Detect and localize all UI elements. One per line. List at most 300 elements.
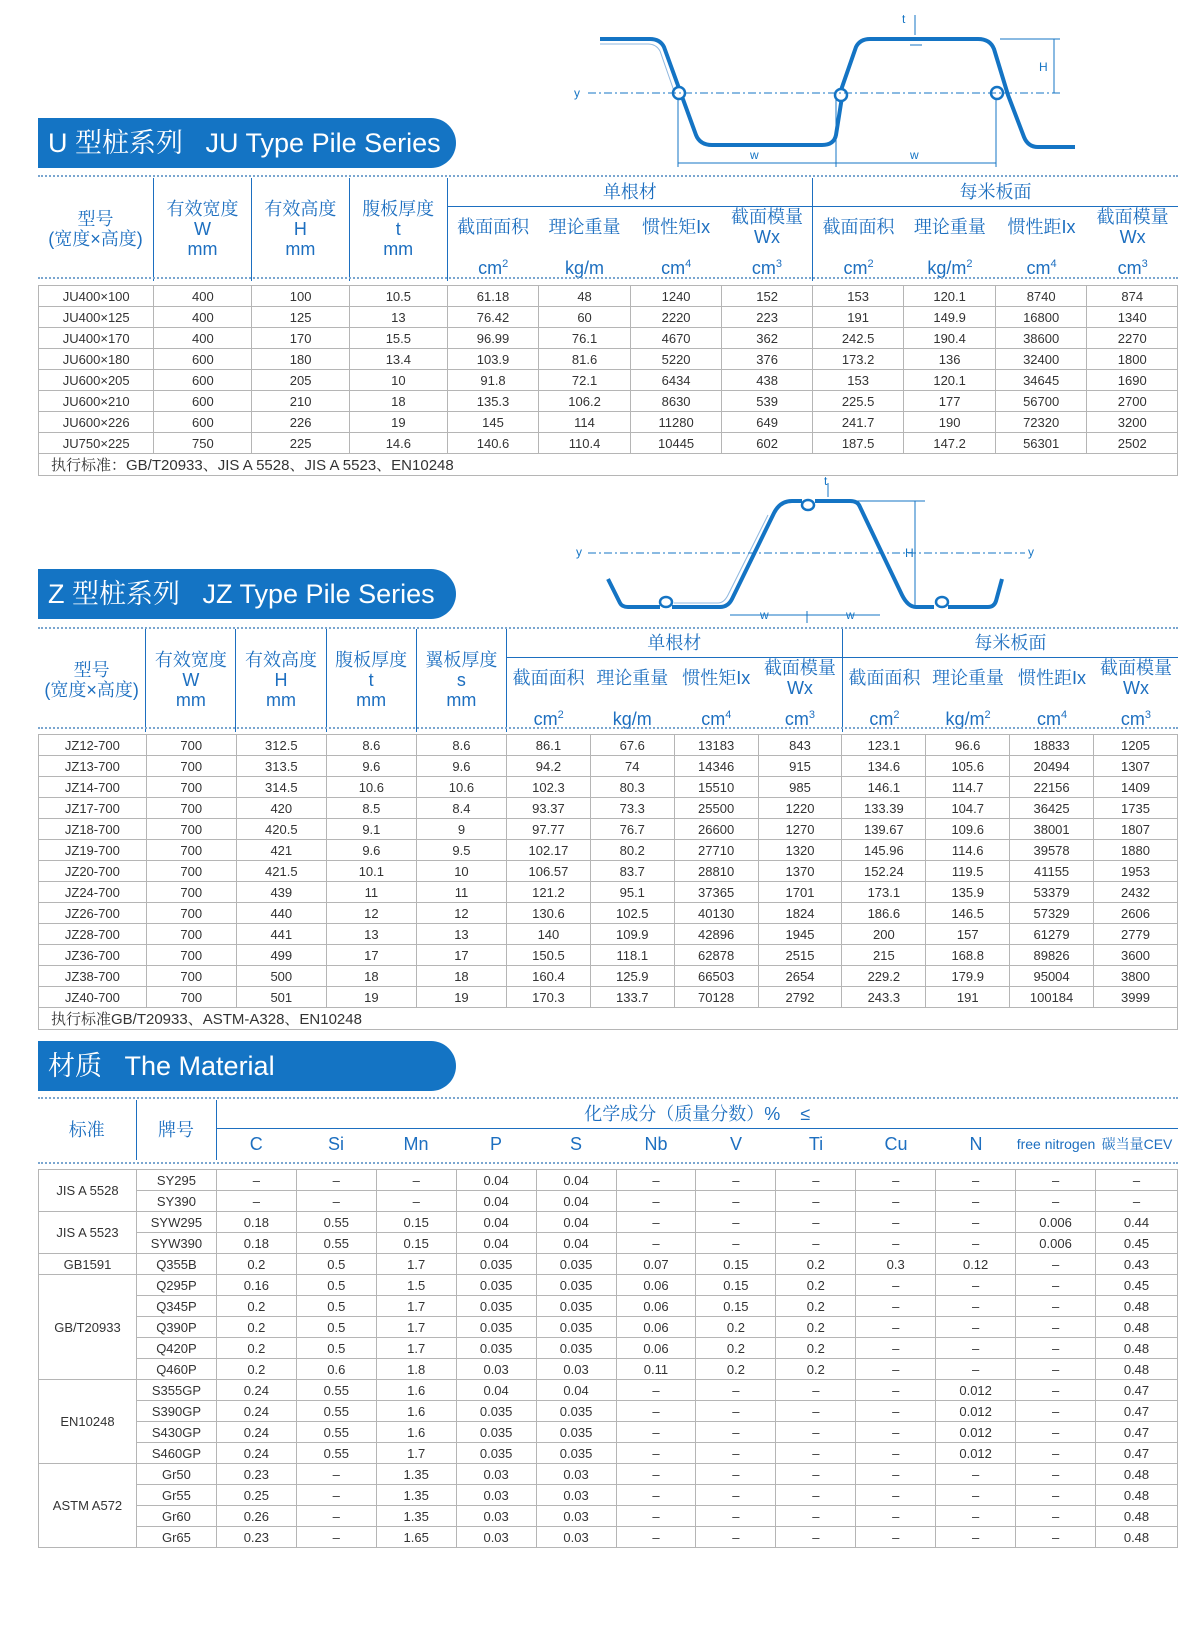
material-element-header: Nb <box>644 1134 668 1155</box>
table-row <box>39 1464 1178 1485</box>
table-cell: 140.6 <box>447 433 539 454</box>
table-cell: – <box>1016 1317 1096 1338</box>
table-cell: Q460P <box>136 1359 216 1380</box>
table-cell: – <box>696 1212 776 1233</box>
table-cell: 985 <box>758 777 842 798</box>
table-cell: 114 <box>539 412 631 433</box>
table-cell: 0.07 <box>616 1254 696 1275</box>
table-cell: 1320 <box>758 840 842 861</box>
table-cell: – <box>776 1443 856 1464</box>
table-cell: 0.2 <box>216 1317 296 1338</box>
table-cell: 180 <box>252 349 350 370</box>
ju-col-web: 腹板厚度 t mm <box>349 178 447 281</box>
material-section-banner <box>38 1041 456 1091</box>
table-cell: – <box>936 1464 1016 1485</box>
table-row <box>39 1359 1178 1380</box>
table-cell: 0.55 <box>296 1422 376 1443</box>
table-cell: S390GP <box>136 1401 216 1422</box>
table-cell: 119.5 <box>926 861 1010 882</box>
table-cell: 135.3 <box>447 391 539 412</box>
table-cell: – <box>1096 1191 1178 1212</box>
table-cell: 96.6 <box>926 735 1010 756</box>
table-cell: 190 <box>904 412 996 433</box>
table-cell: 314.5 <box>236 777 326 798</box>
jz-t-label: t <box>824 475 828 488</box>
material-standard-cell: JIS A 5528 <box>39 1170 137 1212</box>
table-cell: 600 <box>154 391 252 412</box>
material-element-header: 碳当量CEV <box>1101 1136 1173 1153</box>
table-cell: 0.15 <box>696 1275 776 1296</box>
table-cell: 0.06 <box>616 1296 696 1317</box>
table-cell: JZ17-700 <box>39 798 147 819</box>
table-cell: 0.035 <box>536 1317 616 1338</box>
table-cell: 0.04 <box>536 1380 616 1401</box>
ju-t-label: t <box>902 12 906 26</box>
table-cell: 2606 <box>1094 903 1178 924</box>
table-cell: 0.035 <box>536 1401 616 1422</box>
table-cell: 186.6 <box>842 903 926 924</box>
table-cell: 1270 <box>758 819 842 840</box>
table-cell: – <box>776 1170 856 1191</box>
table-cell: S430GP <box>136 1422 216 1443</box>
table-cell: 1.7 <box>376 1443 456 1464</box>
table-row <box>39 1233 1178 1254</box>
table-cell: 0.15 <box>696 1254 776 1275</box>
table-cell: 72.1 <box>539 370 631 391</box>
table-cell: 600 <box>154 370 252 391</box>
ju-group-single: 单根材 <box>447 178 812 206</box>
table-cell: 10 <box>416 861 506 882</box>
table-cell: 700 <box>146 861 236 882</box>
table-cell: 700 <box>146 756 236 777</box>
table-cell: 0.04 <box>456 1191 536 1212</box>
table-row <box>39 987 1178 1008</box>
table-cell: 0.48 <box>1096 1359 1178 1380</box>
table-cell: – <box>776 1401 856 1422</box>
table-cell: 13.4 <box>349 349 447 370</box>
table-row <box>39 756 1178 777</box>
table-cell: 0.04 <box>536 1170 616 1191</box>
table-cell: 400 <box>154 286 252 307</box>
table-cell: 19 <box>326 987 416 1008</box>
table-cell: – <box>856 1191 936 1212</box>
table-cell: 39578 <box>1010 840 1094 861</box>
jz-section-banner <box>38 569 456 619</box>
table-cell: – <box>856 1170 936 1191</box>
table-cell: 700 <box>146 735 236 756</box>
table-cell: 0.23 <box>216 1464 296 1485</box>
table-cell: 700 <box>146 945 236 966</box>
table-cell: 649 <box>722 412 812 433</box>
table-cell: 500 <box>236 966 326 987</box>
ju-unit-7: $cm^3$ <box>1117 257 1148 278</box>
table-cell: 750 <box>154 433 252 454</box>
table-row <box>39 286 1178 307</box>
ju-w1-label: w <box>750 148 759 162</box>
table-cell: – <box>856 1401 936 1422</box>
table-cell: 66503 <box>674 966 758 987</box>
table-cell: JU600×226 <box>39 412 154 433</box>
table-cell: – <box>936 1485 1016 1506</box>
table-row <box>39 1338 1178 1359</box>
table-cell: – <box>696 1191 776 1212</box>
table-cell: 242.5 <box>812 328 904 349</box>
material-element-header: Si <box>327 1134 344 1155</box>
ju-note-row <box>39 454 1178 476</box>
table-cell: JZ20-700 <box>39 861 147 882</box>
table-cell: 0.15 <box>376 1212 456 1233</box>
table-cell: 0.06 <box>616 1338 696 1359</box>
material-standard-cell: GB/T20933 <box>39 1275 137 1380</box>
table-cell: Q345P <box>136 1296 216 1317</box>
jz-y1-label: y <box>576 545 582 559</box>
table-cell: 1370 <box>758 861 842 882</box>
table-cell: 146.5 <box>926 903 1010 924</box>
table-cell: 312.5 <box>236 735 326 756</box>
table-cell: 34645 <box>995 370 1087 391</box>
table-cell: 602 <box>722 433 812 454</box>
table-cell: 135.9 <box>926 882 1010 903</box>
table-cell: JZ28-700 <box>39 924 147 945</box>
table-cell: 0.04 <box>456 1170 536 1191</box>
table-cell: – <box>1016 1380 1096 1401</box>
table-cell: JZ24-700 <box>39 882 147 903</box>
table-cell: 0.48 <box>1096 1464 1178 1485</box>
table-cell: 130.6 <box>506 903 590 924</box>
jz-col-single-1: 理论重量 <box>596 667 669 688</box>
table-cell: 28810 <box>674 861 758 882</box>
table-cell: 0.04 <box>536 1212 616 1233</box>
table-cell: 123.1 <box>842 735 926 756</box>
table-cell: 2502 <box>1087 433 1178 454</box>
table-cell: – <box>856 1233 936 1254</box>
jz-unit-0: $cm^2$ <box>533 708 564 729</box>
table-cell: 0.18 <box>216 1233 296 1254</box>
ju-col-single-0: 截面面积 <box>457 216 530 237</box>
table-cell: 2700 <box>1087 391 1178 412</box>
table-cell: 1.35 <box>376 1506 456 1527</box>
table-cell: 0.012 <box>936 1380 1016 1401</box>
table-cell: 38600 <box>995 328 1087 349</box>
table-row <box>39 1170 1178 1191</box>
jz-unit-3: $cm^3$ <box>758 698 842 732</box>
table-cell: – <box>856 1506 936 1527</box>
table-cell: – <box>776 1233 856 1254</box>
table-cell: 14346 <box>674 756 758 777</box>
table-cell: 0.5 <box>296 1317 376 1338</box>
table-cell: 73.3 <box>590 798 674 819</box>
table-cell: 438 <box>722 370 812 391</box>
table-cell: – <box>1016 1527 1096 1548</box>
table-cell: 1.6 <box>376 1380 456 1401</box>
table-cell: S460GP <box>136 1443 216 1464</box>
table-cell: 153 <box>812 286 904 307</box>
table-cell: – <box>856 1338 936 1359</box>
jz-unit-7: $cm^3$ <box>1120 708 1152 729</box>
table-cell: 0.5 <box>296 1275 376 1296</box>
table-cell: 140 <box>506 924 590 945</box>
table-cell: – <box>856 1275 936 1296</box>
table-cell: 1.7 <box>376 1254 456 1275</box>
table-cell: 38001 <box>1010 819 1094 840</box>
table-cell: 700 <box>146 903 236 924</box>
jz-col-meter-1: 理论重量 <box>932 667 1005 688</box>
table-cell: Q420P <box>136 1338 216 1359</box>
table-row <box>39 882 1178 903</box>
table-cell: 133.7 <box>590 987 674 1008</box>
ju-unit-3: $cm^3$ <box>722 247 813 281</box>
table-cell: 0.035 <box>536 1296 616 1317</box>
ju-col-model: 型号 (宽度×高度) <box>38 178 154 281</box>
jz-col-single-0: 截面面积 <box>512 667 585 688</box>
table-cell: 170 <box>252 328 350 349</box>
table-cell: – <box>1016 1464 1096 1485</box>
table-cell: 0.43 <box>1096 1254 1178 1275</box>
table-cell: – <box>696 1233 776 1254</box>
table-cell: – <box>776 1191 856 1212</box>
table-cell: 3200 <box>1087 412 1178 433</box>
jz-unit-4: $cm^2$ <box>869 708 900 729</box>
table-cell: 74 <box>590 756 674 777</box>
table-cell: 0.11 <box>616 1359 696 1380</box>
table-cell: – <box>696 1506 776 1527</box>
table-cell: Q390P <box>136 1317 216 1338</box>
table-cell: 100 <box>252 286 350 307</box>
table-cell: – <box>936 1170 1016 1191</box>
table-row <box>39 1443 1178 1464</box>
table-cell: 225 <box>252 433 350 454</box>
table-cell: 0.03 <box>456 1359 536 1380</box>
jz-y2-label: y <box>1028 545 1034 559</box>
table-cell: 76.1 <box>539 328 631 349</box>
table-cell: 18 <box>326 966 416 987</box>
table-row <box>39 777 1178 798</box>
table-cell: – <box>936 1191 1016 1212</box>
table-cell: 37365 <box>674 882 758 903</box>
table-cell: 80.3 <box>590 777 674 798</box>
table-cell: Gr50 <box>136 1464 216 1485</box>
table-cell: JZ18-700 <box>39 819 147 840</box>
table-cell: 10.5 <box>349 286 447 307</box>
material-element-header: N <box>969 1134 983 1155</box>
table-cell: 72320 <box>995 412 1087 433</box>
table-cell: 0.55 <box>296 1401 376 1422</box>
table-cell: 1880 <box>1094 840 1178 861</box>
table-cell: – <box>936 1527 1016 1548</box>
table-cell: 0.04 <box>456 1212 536 1233</box>
table-cell: 27710 <box>674 840 758 861</box>
table-cell: – <box>696 1527 776 1548</box>
table-cell: 1690 <box>1087 370 1178 391</box>
table-cell: 362 <box>722 328 812 349</box>
table-row <box>39 1296 1178 1317</box>
table-cell: – <box>616 1485 696 1506</box>
table-cell: 93.37 <box>506 798 590 819</box>
table-cell: 187.5 <box>812 433 904 454</box>
table-cell: – <box>856 1485 936 1506</box>
table-cell: 700 <box>146 777 236 798</box>
table-cell: 0.03 <box>456 1464 536 1485</box>
ju-group-per-meter: 每米板面 <box>813 178 1178 206</box>
table-cell: 0.035 <box>456 1317 536 1338</box>
table-cell: JZ36-700 <box>39 945 147 966</box>
table-cell: – <box>376 1170 456 1191</box>
table-cell: 1307 <box>1094 756 1178 777</box>
table-cell: 152 <box>722 286 812 307</box>
table-cell: 0.03 <box>536 1359 616 1380</box>
table-row <box>39 1527 1178 1548</box>
ju-data-table <box>38 285 1178 476</box>
table-cell: – <box>616 1401 696 1422</box>
table-cell: S355GP <box>136 1380 216 1401</box>
table-cell: – <box>296 1506 376 1527</box>
table-cell: 0.035 <box>536 1422 616 1443</box>
table-cell: 0.48 <box>1096 1527 1178 1548</box>
table-cell: 243.3 <box>842 987 926 1008</box>
table-cell: 313.5 <box>236 756 326 777</box>
table-cell: – <box>296 1485 376 1506</box>
table-cell: 0.48 <box>1096 1296 1178 1317</box>
table-row <box>39 945 1178 966</box>
table-cell: – <box>696 1443 776 1464</box>
table-cell: 53379 <box>1010 882 1094 903</box>
ju-h-label: H <box>1039 60 1048 74</box>
material-element-header: Mn <box>403 1134 429 1155</box>
ju-title-en: JU Type Pile Series <box>205 128 441 158</box>
table-cell: 400 <box>154 307 252 328</box>
table-cell: – <box>1016 1443 1096 1464</box>
ju-unit-1: kg/m <box>565 257 605 278</box>
table-cell: 0.24 <box>216 1422 296 1443</box>
ju-unit-0: $cm^2$ <box>478 257 509 278</box>
table-cell: 22156 <box>1010 777 1094 798</box>
table-cell: 106.57 <box>506 861 590 882</box>
table-cell: – <box>296 1191 376 1212</box>
table-cell: 1735 <box>1094 798 1178 819</box>
table-cell: Q295P <box>136 1275 216 1296</box>
table-cell: – <box>1016 1191 1096 1212</box>
table-cell: 0.012 <box>936 1443 1016 1464</box>
jz-col-height: 有效高度 H mm <box>236 629 326 732</box>
table-row <box>39 370 1178 391</box>
table-cell: – <box>1016 1296 1096 1317</box>
table-cell: 103.9 <box>447 349 539 370</box>
table-cell: 10.6 <box>326 777 416 798</box>
table-cell: 0.035 <box>456 1422 536 1443</box>
table-cell: 102.3 <box>506 777 590 798</box>
table-cell: – <box>856 1443 936 1464</box>
table-cell: 0.23 <box>216 1527 296 1548</box>
table-cell: 102.5 <box>590 903 674 924</box>
table-cell: 874 <box>1087 286 1178 307</box>
table-cell: 1240 <box>630 286 722 307</box>
table-cell: 0.3 <box>856 1254 936 1275</box>
table-cell: 139.67 <box>842 819 926 840</box>
table-cell: 12 <box>416 903 506 924</box>
ju-unit-5: $kg/m^2$ <box>927 257 973 278</box>
table-cell: 157 <box>926 924 1010 945</box>
table-cell: 91.8 <box>447 370 539 391</box>
table-cell: 0.03 <box>456 1485 536 1506</box>
table-cell: 14.6 <box>349 433 447 454</box>
table-cell: 190.4 <box>904 328 996 349</box>
jz-standard-note: 执行标准GB/T20933、ASTM-A328、EN10248 <box>39 1008 1178 1030</box>
table-cell: 0.6 <box>296 1359 376 1380</box>
jz-title-cn: Z 型桩系列 <box>48 579 180 609</box>
jz-h-label: H <box>905 546 914 560</box>
table-cell: – <box>936 1506 1016 1527</box>
table-cell: 61.18 <box>447 286 539 307</box>
table-cell: 0.16 <box>216 1275 296 1296</box>
table-row <box>39 1401 1178 1422</box>
table-cell: JZ38-700 <box>39 966 147 987</box>
table-cell: – <box>1016 1422 1096 1443</box>
jz-unit-6: $cm^4$ <box>1036 708 1068 729</box>
table-cell: – <box>696 1464 776 1485</box>
table-cell: 8740 <box>995 286 1087 307</box>
table-cell: 0.25 <box>216 1485 296 1506</box>
table-cell: 125 <box>252 307 350 328</box>
table-cell: 145 <box>447 412 539 433</box>
table-row <box>39 1506 1178 1527</box>
table-cell: 0.2 <box>696 1317 776 1338</box>
table-row <box>39 349 1178 370</box>
material-title-en: The Material <box>124 1051 275 1081</box>
table-row <box>39 1485 1178 1506</box>
table-cell: 67.6 <box>590 735 674 756</box>
table-cell: – <box>616 1422 696 1443</box>
ju-col-single-1: 理论重量 <box>548 216 621 237</box>
table-cell: 376 <box>722 349 812 370</box>
table-cell: 11 <box>326 882 416 903</box>
table-cell: JU400×125 <box>39 307 154 328</box>
table-cell: JZ26-700 <box>39 903 147 924</box>
table-cell: 0.03 <box>456 1527 536 1548</box>
table-cell: 152.24 <box>842 861 926 882</box>
table-cell: 0.006 <box>1016 1233 1096 1254</box>
table-cell: SY295 <box>136 1170 216 1191</box>
table-cell: – <box>1016 1359 1096 1380</box>
table-cell: 600 <box>154 412 252 433</box>
jz-unit-1: kg/m <box>612 708 652 729</box>
table-cell: 0.5 <box>296 1254 376 1275</box>
table-row <box>39 307 1178 328</box>
table-cell: 125.9 <box>590 966 674 987</box>
table-cell: – <box>216 1191 296 1212</box>
table-cell: 11280 <box>630 412 722 433</box>
table-cell: 13 <box>349 307 447 328</box>
table-cell: 0.2 <box>776 1296 856 1317</box>
table-cell: 20494 <box>1010 756 1094 777</box>
table-cell: JZ40-700 <box>39 987 147 1008</box>
table-cell: – <box>616 1212 696 1233</box>
table-cell: 134.6 <box>842 756 926 777</box>
jz-profile-diagram <box>570 475 1050 625</box>
jz-unit-2: $cm^4$ <box>701 708 732 729</box>
table-cell: 2515 <box>758 945 842 966</box>
table-cell: 10.1 <box>326 861 416 882</box>
table-cell: 1205 <box>1094 735 1178 756</box>
table-cell: JZ13-700 <box>39 756 147 777</box>
table-cell: – <box>936 1233 1016 1254</box>
table-cell: 226 <box>252 412 350 433</box>
table-cell: 0.035 <box>536 1254 616 1275</box>
material-table-header <box>38 1100 1178 1160</box>
table-cell: – <box>776 1485 856 1506</box>
material-top-divider <box>38 1097 1178 1099</box>
table-cell: – <box>616 1527 696 1548</box>
table-cell: 1409 <box>1094 777 1178 798</box>
